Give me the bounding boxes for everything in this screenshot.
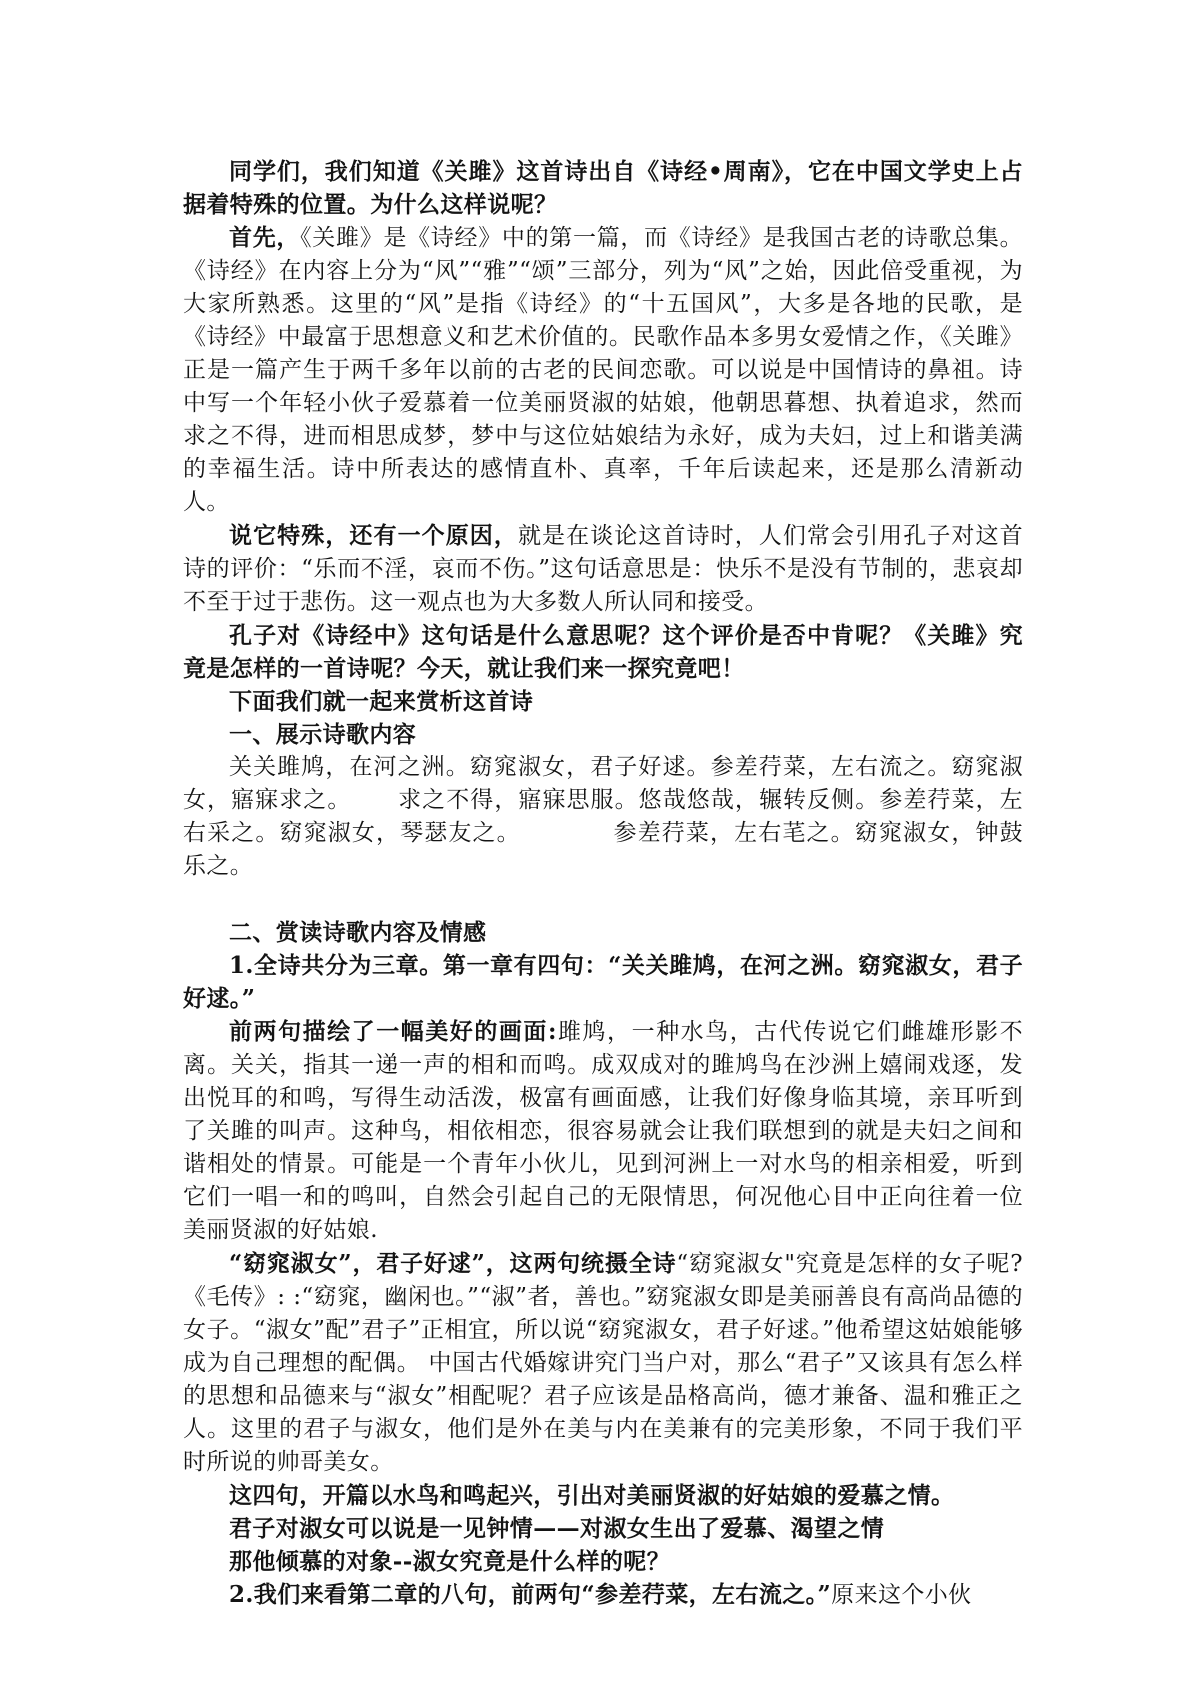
poem-stanza: 参差荇菜，左右芼之。窈窕淑女，钟鼓乐之。 xyxy=(183,820,1023,879)
paragraph-body: 就是在谈论这首诗时，人们常会引用孔子对这首诗的评价：“乐而不淫，哀而不伤。”这句话意思是：快乐不是没有节制的，悲哀却不至于过于悲伤。这一观点也为大多数人所认同和接受。 xyxy=(183,523,1023,615)
paragraph-body: 《关雎》是《诗经》中的第一篇，而《诗经》是我国古老的诗歌总集。《诗经》在内容上分为“风”“雅”“颂”三部分，列为“风”之始，因此倍受重视，为大家所熟悉。这里的“风”是指《诗经》的“十五国风”，大多是各地的民歌，是《诗经》中最富于思想意义和艺术价值的。民歌作品本多男女爱情之作，《关雎》正是一篇产生于两千多年以前的古老的民间恋歌。可以说是中国情诗的鼻祖。诗中写一个年轻小伙子爱慕着一位美丽贤淑的姑娘，他朝思暮想、执着追求，然而求之不得，进而相思成梦，梦中与这位姑娘结为永好，成为夫妇，过上和谐美满的幸福生活。诗中所表达的感情直朴、真率，千年后读起来，还是那么清新动人。 xyxy=(183,225,1024,515)
paragraph-second-reason xyxy=(183,519,1023,619)
summary-line-1: 这四句，开篇以水鸟和鸣起兴，引出对美丽贤淑的好姑娘的爱慕之情。 xyxy=(229,1482,955,1509)
paragraph-lead: 说它特殊，还有一个原因， xyxy=(229,522,518,549)
paragraph-body: 原来这个小伙 xyxy=(831,1582,972,1608)
summary-line-3: 那他倾慕的对象--淑女究竟是什么样的呢？ xyxy=(229,1548,671,1575)
paragraph-key-lines xyxy=(183,1247,1023,1479)
poem-stanza: 关关雎鸠，在河之洲。窈窕淑女，君子好逑。参差荇菜，左右流之。窈窕淑女，寤寐求之。 xyxy=(183,754,1023,813)
section-heading-2: 二、赏读诗歌内容及情感 xyxy=(229,919,487,946)
transition-line: 下面我们就一起来赏析这首诗 xyxy=(229,688,534,715)
section-heading-1: 一、展示诗歌内容 xyxy=(229,721,417,748)
chapter-one-line: 1.全诗共分为三章。第一章有四句：“关关雎鸠，在河之洲。窈窕淑女，君子好逑。” xyxy=(183,952,1023,1012)
chapter-two-line xyxy=(183,1578,1023,1612)
paragraph-lead: 2.我们来看第二章的八句，前两句“参差荇菜，左右流之。” xyxy=(229,1581,832,1608)
paragraph-lead: 前两句描绘了一幅美好的画面: xyxy=(229,1018,557,1045)
paragraph-lead: “窈窕淑女”，君子好逑”，这两句统摄全诗 xyxy=(229,1250,677,1277)
paragraph-first-reason xyxy=(183,221,1023,519)
paragraph-body: 雎鸠，一种水鸟，古代传说它们雌雄形影不离。关关，指其一递一声的相和而鸣。成双成对的雎鸠鸟在沙洲上嬉闹戏逐，发出悦耳的和鸣，写得生动活泼，极富有画面感，让我们好像身临其境，亲耳听到了关雎的叫声。这种鸟，相依相恋，很容易就会让我们联想到的就是夫妇之间和谐相处的情景。可能是一个青年小伙儿，见到河洲上一对水鸟的相亲相爱，听到它们一唱一和的鸣叫，自然会引起自己的无限情思，何况他心目中正向往着一位美丽贤淑的好姑娘. xyxy=(183,1019,1023,1243)
summary-line-2: 君子对淑女可以说是一见钟情——对淑女生出了爱慕、渴望之情 xyxy=(229,1515,885,1542)
document-page xyxy=(183,155,1023,1612)
poem-text xyxy=(183,751,1023,883)
question-paragraph: 孔子对《诗经中》这句话是什么意思呢？这个评价是否中肯呢？《关雎》究竟是怎样的一首诗呢？今天，就让我们来一探究竟吧！ xyxy=(183,622,1023,682)
intro-paragraph: 同学们，我们知道《关雎》这首诗出自《诗经•周南》，它在中国文学史上占据着特殊的位置。为什么这样说呢？ xyxy=(183,158,1023,218)
paragraph-body: “窈窕淑女"究竟是怎样的女子呢?《毛传》: :“窈窕，幽闲也。”“淑”者，善也。”窈窕淑女即是美丽善良有高尚品德的女子。“淑女”配”君子”正相宜，所以说“窈窕淑女，君子好逑。”他希望这姑娘能够成为自己理想的配偶。 中国古代婚嫁讲究门当户对，那么“君子”又该具有怎么样的思想和品德来与“淑女”相配呢？君子应该是品格高尚，德才兼备、温和雅正之人。这里的君子与淑女，他们是外在美与内在美兼有的完美形象，不同于我们平时所说的帅哥美女。 xyxy=(183,1251,1023,1475)
paragraph-image-analysis xyxy=(183,1015,1023,1247)
poem-stanza: 求之不得，寤寐思服。悠哉悠哉，辗转反侧。参差荇菜，左右采之。窈窕淑女，琴瑟友之。 xyxy=(183,787,1023,846)
paragraph-lead: 首先， xyxy=(229,224,301,251)
